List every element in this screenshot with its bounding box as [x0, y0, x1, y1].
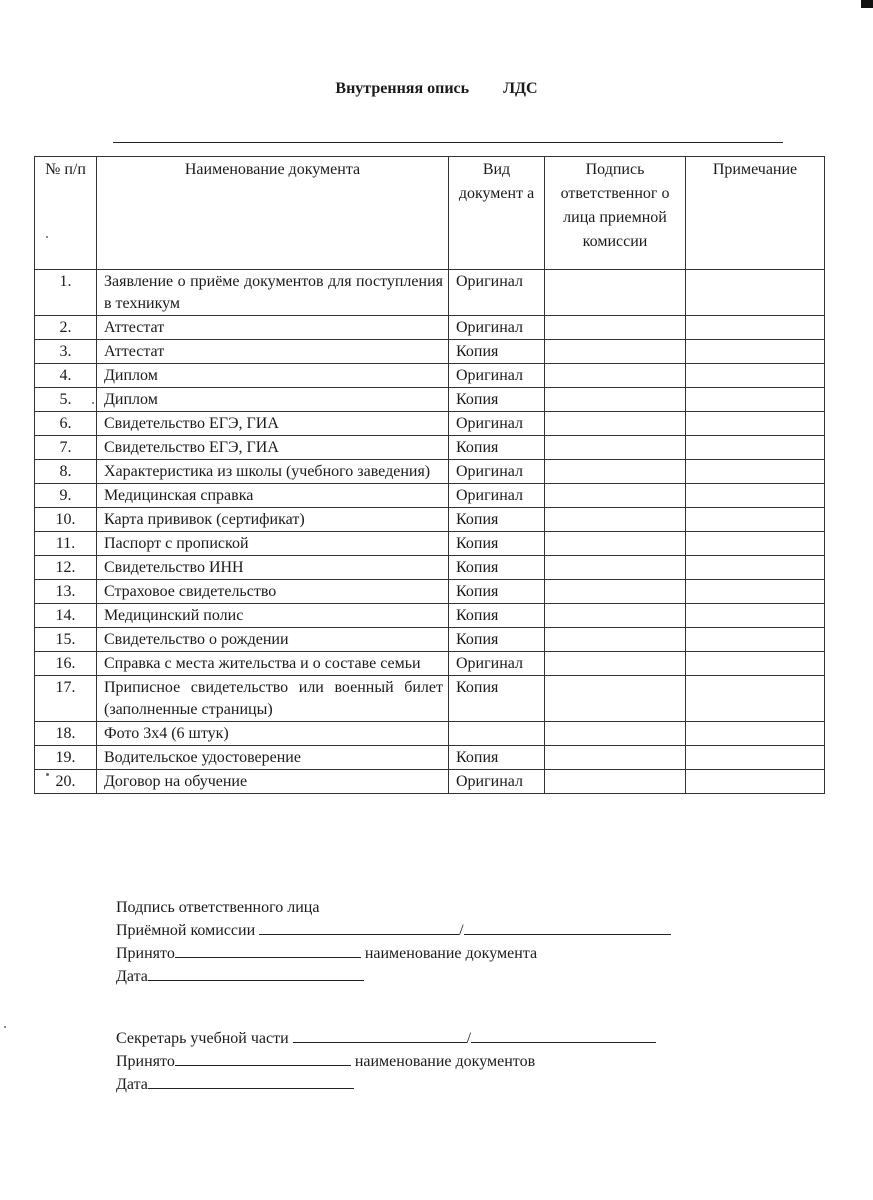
- inventory-table: [34, 156, 825, 794]
- signature-cell[interactable]: [545, 412, 686, 436]
- row-number: 3.: [35, 340, 97, 364]
- table-row: [35, 270, 825, 316]
- signature-cell[interactable]: [545, 388, 686, 412]
- table-row: [35, 412, 825, 436]
- signature-cell[interactable]: [545, 270, 686, 316]
- table-row: [35, 770, 825, 794]
- note-cell[interactable]: [686, 746, 825, 770]
- document-name: Медицинский полис: [97, 604, 449, 628]
- row-number: 2.: [35, 316, 97, 340]
- table-row: [35, 628, 825, 652]
- signature-cell[interactable]: [545, 508, 686, 532]
- document-kind: Оригинал: [449, 652, 545, 676]
- table-row: [35, 484, 825, 508]
- note-cell[interactable]: [686, 556, 825, 580]
- document-kind: Копия: [449, 676, 545, 722]
- table-row: [35, 388, 825, 412]
- document-kind: Копия: [449, 340, 545, 364]
- commission-name-field[interactable]: [464, 919, 671, 935]
- row-number: 13.: [35, 580, 97, 604]
- document-name: Свидетельство ЕГЭ, ГИА: [97, 436, 449, 460]
- document-name: Диплом: [97, 388, 449, 412]
- row-number: 18.: [35, 722, 97, 746]
- table-body: [35, 270, 825, 794]
- title-text: Внутренняя опись: [335, 80, 470, 97]
- commission-date-field[interactable]: [148, 965, 364, 981]
- note-cell[interactable]: [686, 722, 825, 746]
- table-row: [35, 508, 825, 532]
- table-row: [35, 746, 825, 770]
- row-number: 17.: [35, 676, 97, 722]
- signature-cell[interactable]: [545, 364, 686, 388]
- document-kind: Оригинал: [449, 484, 545, 508]
- document-kind: Оригинал: [449, 270, 545, 316]
- document-name: Аттестат: [97, 340, 449, 364]
- signature-cell[interactable]: [545, 580, 686, 604]
- document-kind: Оригинал: [449, 364, 545, 388]
- row-number: 6.: [35, 412, 97, 436]
- signature-cell[interactable]: [545, 722, 686, 746]
- document-kind: Копия: [449, 604, 545, 628]
- table-row: [35, 604, 825, 628]
- secretary-line-1: Секретарь учебной части /: [116, 1027, 656, 1050]
- signature-cell[interactable]: [545, 484, 686, 508]
- note-cell[interactable]: [686, 270, 825, 316]
- document-name: Диплом: [97, 364, 449, 388]
- document-kind: Копия: [449, 628, 545, 652]
- document-kind: Оригинал: [449, 412, 545, 436]
- scan-speck: [46, 236, 48, 238]
- table-row: [35, 722, 825, 746]
- secretary-date-line: Дата: [116, 1073, 656, 1096]
- table-row: [35, 460, 825, 484]
- document-kind: Оригинал: [449, 316, 545, 340]
- commission-accepted-field[interactable]: [175, 942, 361, 958]
- row-number: 15.: [35, 628, 97, 652]
- secretary-name-field[interactable]: [471, 1027, 656, 1043]
- document-kind: Копия: [449, 436, 545, 460]
- note-cell[interactable]: [686, 652, 825, 676]
- commission-date-line: Дата: [116, 965, 671, 988]
- note-cell[interactable]: [686, 388, 825, 412]
- signature-cell[interactable]: [545, 532, 686, 556]
- document-kind: Копия: [449, 508, 545, 532]
- document-name: Договор на обучение: [97, 770, 449, 794]
- table-row: [35, 340, 825, 364]
- signature-cell[interactable]: [545, 628, 686, 652]
- scan-speck: [46, 773, 49, 776]
- note-cell[interactable]: [686, 604, 825, 628]
- note-cell[interactable]: [686, 364, 825, 388]
- secretary-accepted-line: Принято наименование документов: [116, 1050, 656, 1073]
- commission-line-1: Подпись ответственного лица: [116, 899, 320, 916]
- signature-cell[interactable]: [545, 556, 686, 580]
- signature-cell[interactable]: [545, 652, 686, 676]
- note-cell[interactable]: [686, 316, 825, 340]
- secretary-signature-field[interactable]: [293, 1027, 467, 1043]
- col-header-kind: Вид документ а: [449, 157, 545, 270]
- document-name: Фото 3х4 (6 штук): [97, 722, 449, 746]
- col-header-note: Примечание: [686, 157, 825, 270]
- document-kind: Копия: [449, 556, 545, 580]
- page-title: [0, 80, 873, 98]
- document-name: Аттестат: [97, 316, 449, 340]
- secretary-signature-block: [116, 1027, 656, 1096]
- document-name: Страховое свидетельство: [97, 580, 449, 604]
- table-row: [35, 436, 825, 460]
- row-number: 7.: [35, 436, 97, 460]
- table-row: [35, 676, 825, 722]
- table-row: [35, 556, 825, 580]
- commission-signature-field[interactable]: [259, 919, 459, 935]
- signature-cell[interactable]: [545, 604, 686, 628]
- note-cell[interactable]: [686, 508, 825, 532]
- row-number: 14.: [35, 604, 97, 628]
- signature-cell[interactable]: [545, 436, 686, 460]
- signature-cell[interactable]: [545, 460, 686, 484]
- document-name: Свидетельство ИНН: [97, 556, 449, 580]
- signature-cell[interactable]: [545, 340, 686, 364]
- table-row: [35, 532, 825, 556]
- col-header-sign: Подпись ответственног о лица приемной комиссии: [545, 157, 686, 270]
- note-cell[interactable]: [686, 340, 825, 364]
- document-kind: [449, 722, 545, 746]
- note-cell[interactable]: [686, 460, 825, 484]
- note-cell[interactable]: [686, 484, 825, 508]
- document-name: Карта прививок (сертификат): [97, 508, 449, 532]
- row-number: 19.: [35, 746, 97, 770]
- document-name: Свидетельство о рождении: [97, 628, 449, 652]
- signature-cell[interactable]: [545, 746, 686, 770]
- document-kind: Оригинал: [449, 770, 545, 794]
- note-cell[interactable]: [686, 580, 825, 604]
- table-row: [35, 316, 825, 340]
- scan-corner-mark: [861, 0, 873, 8]
- document-name: Справка с места жительства и о составе семьи: [97, 652, 449, 676]
- row-number: 5.: [35, 388, 97, 412]
- signature-cell[interactable]: [545, 676, 686, 722]
- document-name: Паспорт с пропиской: [97, 532, 449, 556]
- table-row: [35, 580, 825, 604]
- row-number: 20.: [35, 770, 97, 794]
- document-name: Свидетельство ЕГЭ, ГИА: [97, 412, 449, 436]
- secretary-date-field[interactable]: [148, 1073, 354, 1089]
- document-kind: Копия: [449, 388, 545, 412]
- table-row: [35, 364, 825, 388]
- scan-speck: [4, 1026, 6, 1028]
- note-cell[interactable]: [686, 676, 825, 722]
- title-underline: [113, 142, 783, 143]
- row-number: 10.: [35, 508, 97, 532]
- row-number: 1.: [35, 270, 97, 316]
- signature-cell[interactable]: [545, 316, 686, 340]
- document-name: Медицинская справка: [97, 484, 449, 508]
- document-kind: Оригинал: [449, 460, 545, 484]
- table-header: [35, 157, 825, 270]
- row-number: 12.: [35, 556, 97, 580]
- note-cell[interactable]: [686, 436, 825, 460]
- note-cell[interactable]: [686, 770, 825, 794]
- document-name: Характеристика из школы (учебного заведения): [97, 460, 449, 484]
- commission-line-2: Приёмной комиссии /: [116, 919, 671, 942]
- note-cell[interactable]: [686, 412, 825, 436]
- row-number: 4.: [35, 364, 97, 388]
- scan-speck: [92, 402, 94, 404]
- commission-signature-block: [116, 896, 671, 988]
- row-number: 9.: [35, 484, 97, 508]
- col-header-name: Наименование документа: [97, 157, 449, 270]
- row-number: 8.: [35, 460, 97, 484]
- commission-accepted-line: Принято наименование документа: [116, 942, 671, 965]
- document-name: Заявление о приёме документов для поступления в техникум: [97, 270, 449, 316]
- document-kind: Копия: [449, 580, 545, 604]
- secretary-accepted-field[interactable]: [175, 1050, 351, 1066]
- document-kind: Копия: [449, 746, 545, 770]
- header-row: [35, 157, 825, 270]
- document-name: Приписное свидетельство или военный билет (заполненные страницы): [97, 676, 449, 722]
- row-number: 16.: [35, 652, 97, 676]
- document-name: Водительское удостоверение: [97, 746, 449, 770]
- note-cell[interactable]: [686, 628, 825, 652]
- row-number: 11.: [35, 532, 97, 556]
- signature-cell[interactable]: [545, 770, 686, 794]
- note-cell[interactable]: [686, 532, 825, 556]
- col-header-num: № п/п: [35, 157, 97, 270]
- document-kind: Копия: [449, 532, 545, 556]
- title-code: ЛДС: [503, 80, 538, 97]
- table-row: [35, 652, 825, 676]
